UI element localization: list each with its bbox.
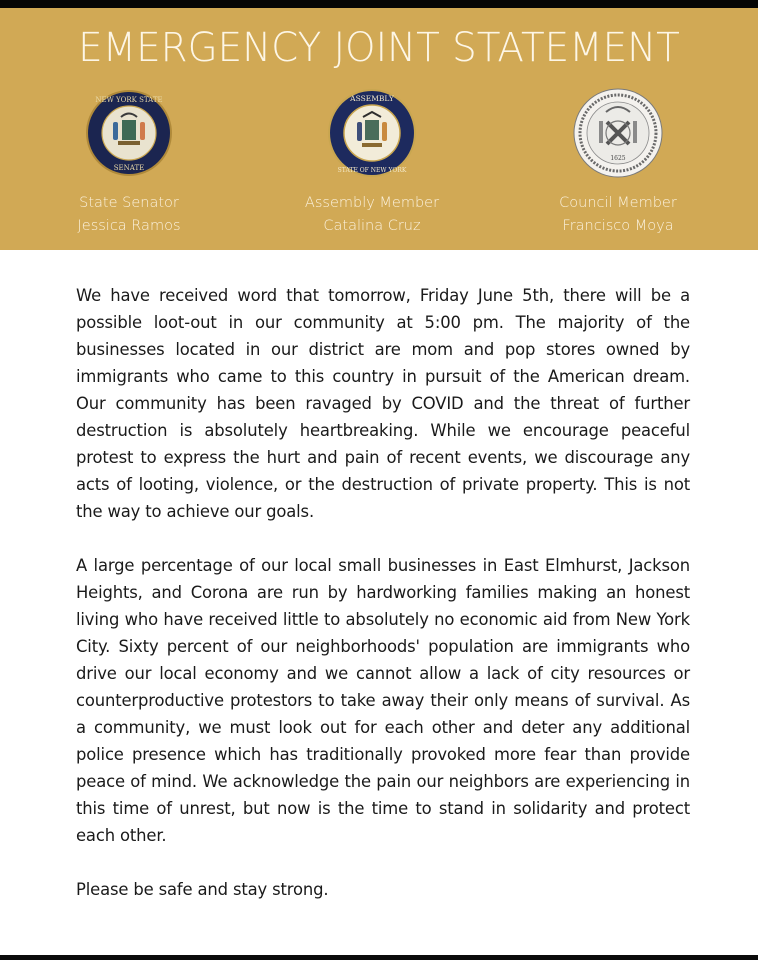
svg-text:NEW YORK STATE: NEW YORK STATE [95,96,163,104]
official-name: Jessica Ramos [77,218,181,234]
svg-text:ASSEMBLY: ASSEMBLY [350,94,394,103]
official-senator [19,88,239,238]
svg-text:SENATE: SENATE [113,164,145,172]
official-name: Francisco Moya [562,218,674,234]
official-assembly-member [262,88,482,238]
official-role: Council Member [559,195,677,211]
official-name: Catalina Cruz [323,218,421,234]
official-council-member [508,88,728,238]
statement-paragraph: A large percentage of our local small businesses in East Elmhurst, Jackson Heights, and Corona are run by hardworking families making an honest living who have received little to absolutely no economic aid from New York City. Sixty percent of our neighborhoods' population are immigrants who drive our local economy and we cannot allow a lack of city resources or counterproductive protestors to take away their only means of survival. As a community, we must look out for each other and deter any additional police presence which has traditionally provoked more fear than provide peace of mind. We acknowledge the pain our neighbors are experiencing in this time of unrest, but now is the time to stand in solidarity and protect each other. [76,556,690,845]
statement-header [0,8,758,250]
statement-closing: Please be safe and stay strong. [76,880,329,899]
top-border [0,0,758,8]
statement-paragraph: We have received word that tomorrow, Friday June 5th, there will be a possible loot-out in our community at 5:00 pm. The majority of the businesses located in our district are mom and pop stores owned by immigrants who came to this country in pursuit of the American dream. Our community has been ravaged by COVID and the threat of further destruction is absolutely heartbreaking. While we encourage peaceful protest to express the hurt and pain of recent events, we discourage any acts of looting, violence, or the destruction of private property. This is not the way to achieve our goals. [76,286,690,521]
statement-body [76,282,690,930]
ny-assembly-seal-icon [327,88,417,178]
nyc-seal-icon [573,88,663,178]
statement-title: EMERGENCY JOINT STATEMENT [78,25,680,71]
ny-senate-seal-icon [84,88,174,178]
svg-text:STATE OF NEW YORK: STATE OF NEW YORK [337,167,407,174]
bottom-border [0,955,758,960]
svg-text:1625: 1625 [610,155,626,162]
official-role: Assembly Member [304,195,440,211]
official-role: State Senator [79,195,179,211]
